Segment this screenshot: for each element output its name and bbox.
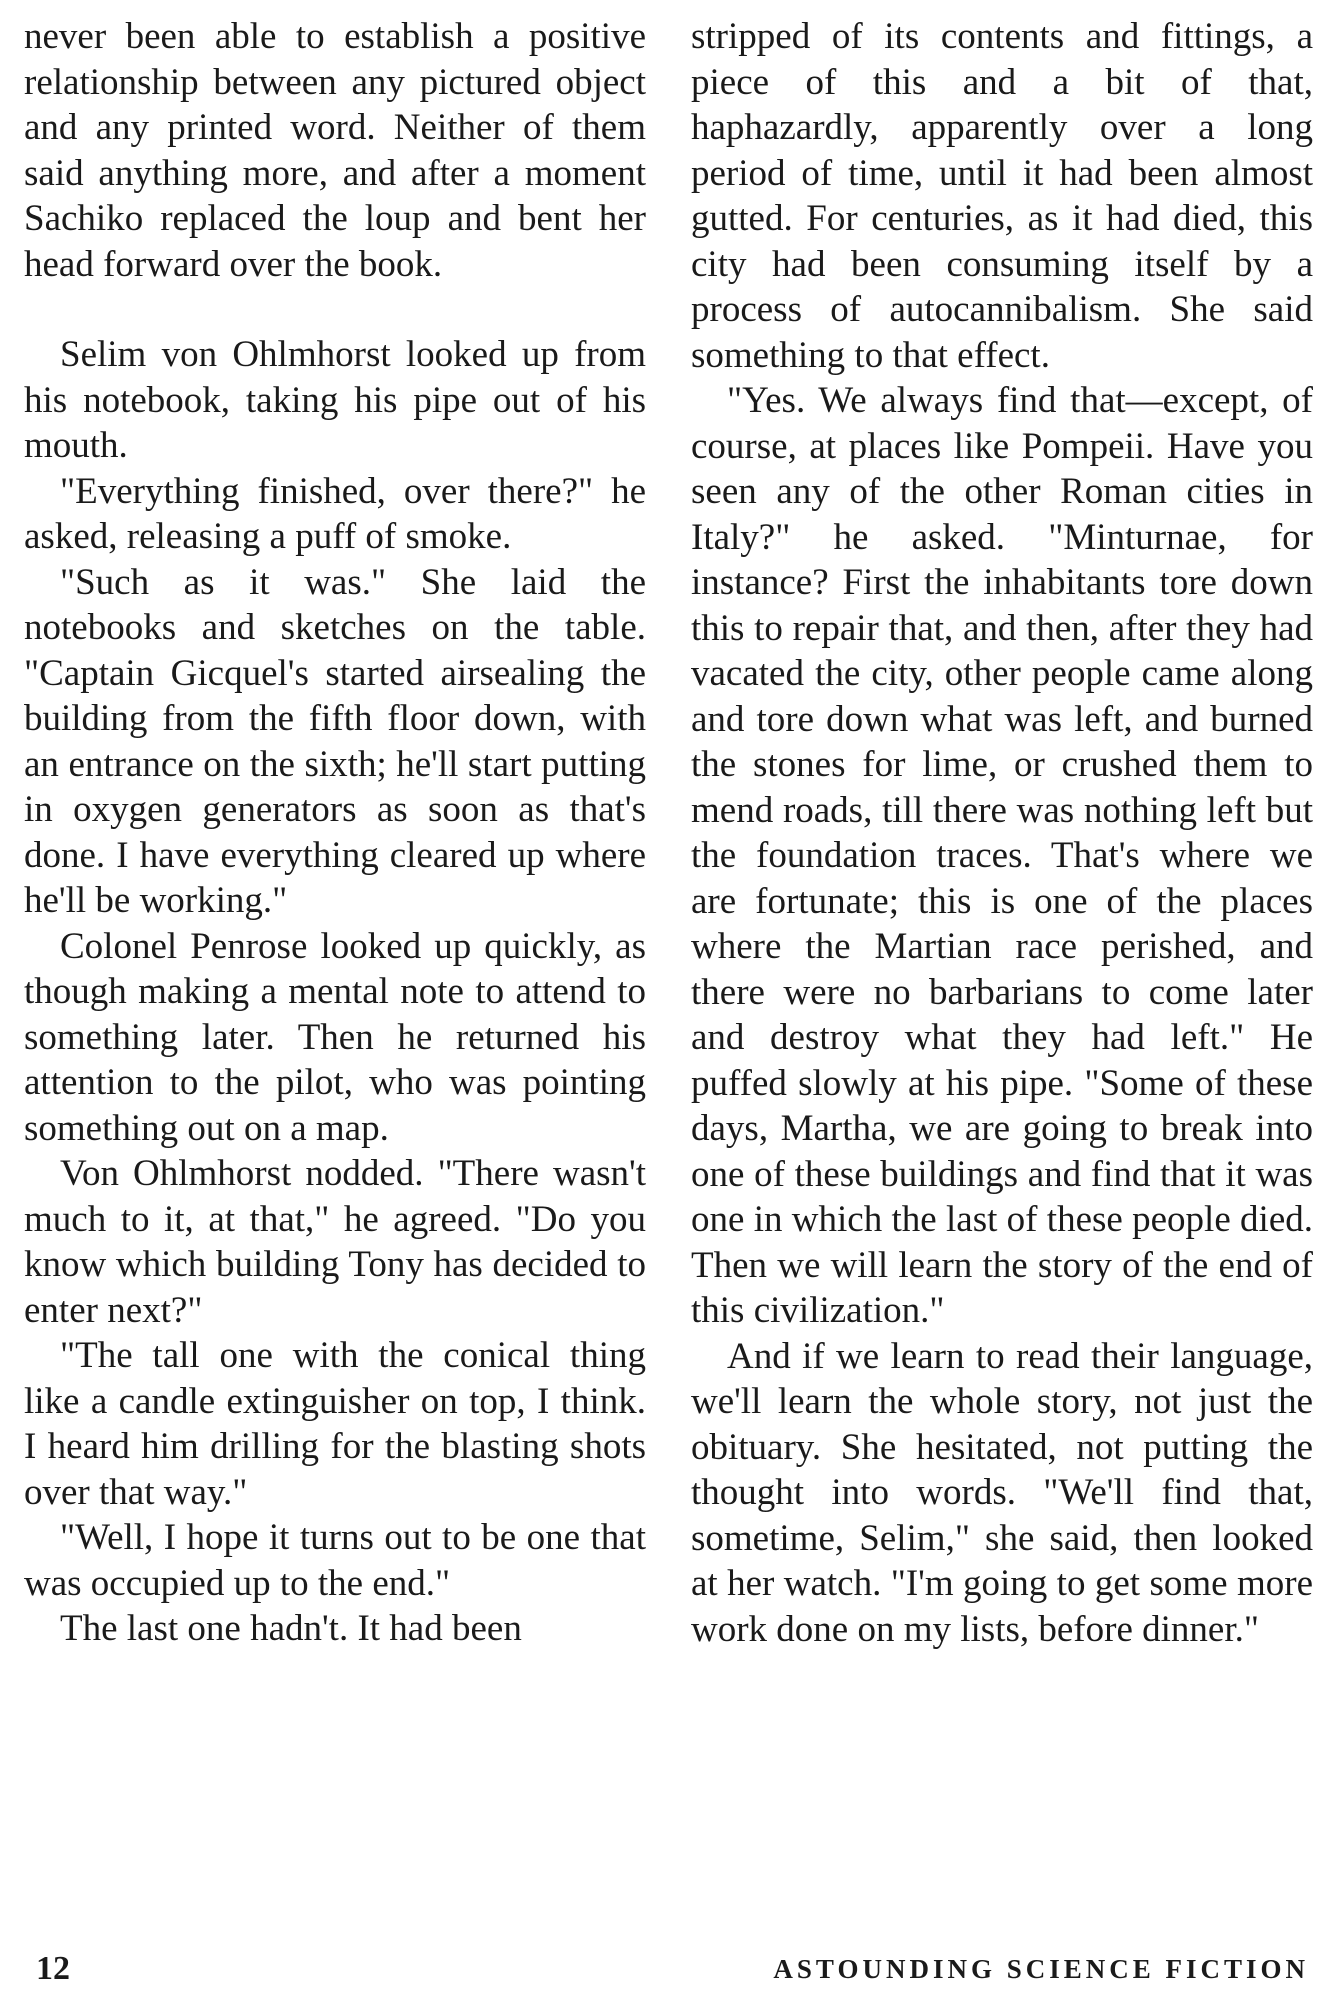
paragraph: "Everything finished, over there?" he asked, releasing a puff of smoke. — [24, 470, 646, 557]
right-text-column — [691, 14, 1313, 1652]
magazine-title: ASTOUNDING SCIENCE FICTION — [773, 1954, 1309, 1984]
paragraph: Selim von Ohlmhorst looked up from his notebook, taking his pipe out of his mouth. — [24, 334, 646, 466]
paragraph: Colonel Penrose looked up quickly, as though making a mental note to attend to something later. Then he returned his attention to the pilot, who was pointing something out on a map. — [24, 925, 646, 1149]
paragraph: The last one hadn't. It had been — [60, 1608, 522, 1649]
paragraph: And if we learn to read their language, we'll learn the whole story, not just the obituary. She hesitated, not putting the thought into words. "We'll find that, sometime, Selim," she said, then looked at her watch. "I'm going to get some more work done on my lists, before dinner." — [691, 1335, 1313, 1650]
paragraph: "Well, I hope it turns out to be one that was occupied up to the end." — [24, 1517, 646, 1604]
paragraph: never been able to establish a positive relationship between any pictured object and any printed word. Neither of them said anything more, and after a moment Sachiko replaced the loup and bent her head forward over the book. — [24, 16, 646, 285]
paragraph: "The tall one with the conical thing like a candle extinguisher on top, I think. I heard him drilling for the blasting shots over that way." — [24, 1335, 646, 1513]
page-number: 12 — [36, 1950, 70, 1987]
paragraph: "Such as it was." She laid the notebooks and sketches on the table. "Captain Gicquel's started airsealing the building from the fifth floor down, with an entrance on the sixth; he'll start putting in oxygen generators as soon as that's done. I have everything cleared up where he'll be working." — [24, 561, 646, 921]
left-text-column — [24, 14, 646, 1652]
paragraph: Von Ohlmhorst nodded. "There wasn't much to it, at that," he agreed. "Do you know which building Tony has decided to enter next?" — [24, 1153, 646, 1331]
paragraph: "Yes. We always find that—except, of course, at places like Pompeii. Have you seen any of the other Roman cities in Italy?" he asked. "Minturnae, for instance? First the inhabitants tore down this to repair that, and then, after they had vacated the city, other people came along and tore down what was left, and burned the stones for lime, or crushed them to mend roads, till there was nothing left but the foundation traces. That's where we are fortunate; this is one of the places where the Martian race perished, and there were no barbarians to come later and destroy what they had left." He puffed slowly at his pipe. "Some of these days, Martha, we are going to break into one of these buildings and find that it was one in which the last of these people died. Then we will learn the story of the end of this civilization." — [691, 380, 1313, 1331]
paragraph: stripped of its contents and fittings, a piece of this and a bit of that, haphazardly, apparently over a long period of time, until it had been almost gutted. For centuries, as it had died, this city had been consuming itself by a process of autocannibalism. She said something to that effect. — [691, 16, 1313, 376]
